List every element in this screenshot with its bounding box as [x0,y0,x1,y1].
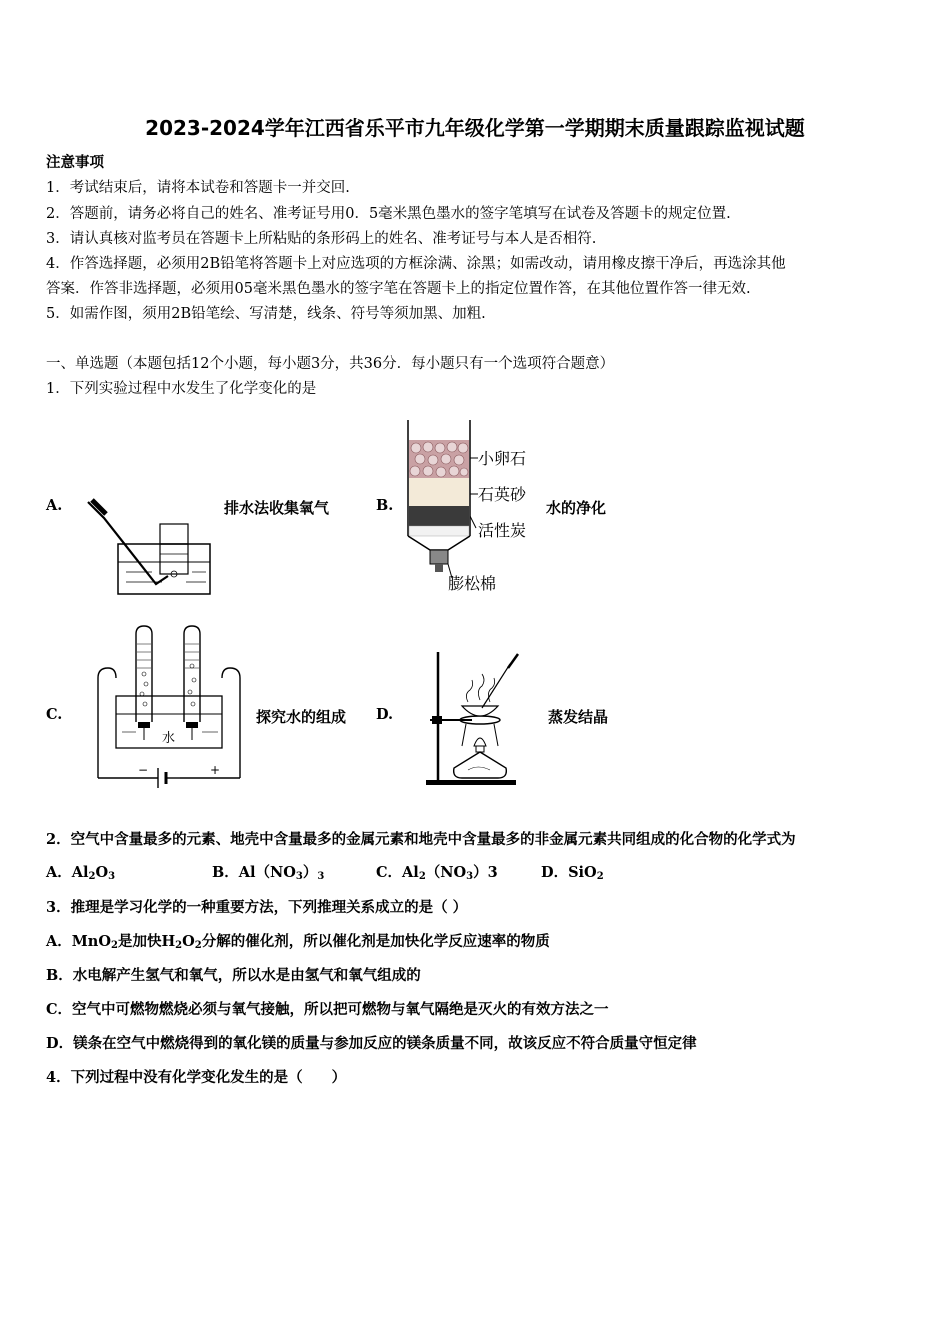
q2-option-c: C．$Al_2(NO_3)3$ [376,864,498,882]
q3-option-b: B．水电解产生氢气和氧气，所以水是由氢气和氧气组成的 [46,967,421,984]
filter-label-cotton: 膨松棉 [448,574,497,593]
option-caption: 蒸发结晶 [548,708,609,726]
notice-item: 4．作答选择题，必须用2B铅笔将答题卡上对应选项的方框涂满、涂黑；如需改动，请用橡皮擦干净后，再选涂其他 [46,256,786,272]
water-filter-figure [402,418,542,593]
filter-label-sand: 石英砂 [478,485,527,504]
evaporation-figure [424,646,526,788]
question-2-stem: 2．空气中含量最多的元素、地壳中含量最多的金属元素和地壳中含量最多的非金属元素共同组成的化合物的化学式为 [46,831,796,848]
filter-label-pebbles: 小卵石 [478,449,527,468]
notice-item: 2．答题前，请务必将自己的姓名、准考证号用0．5毫米黑色墨水的签字笔填写在试卷及答题卡的规定位置. [46,206,731,222]
question-3-stem: 3．推理是学习化学的一种重要方法，下列推理关系成立的是（ ） [46,899,468,916]
section-heading: 一、单选题（本题包括12个小题，每小题3分，共36分．每小题只有一个选项符合题意） [46,356,615,372]
option-caption: 水的净化 [546,499,607,517]
question-1-stem: 1．下列实验过程中水发生了化学变化的是 [46,381,317,397]
water-collection-figure [82,488,214,600]
option-caption: 排水法收集氧气 [224,499,330,517]
electrolysis-figure [92,622,246,800]
q2-option-a: A．$Al_2O_3$ [46,864,116,882]
notice-item: 1．考试结束后，请将本试卷和答题卡一并交回. [46,180,350,196]
option-label: D. [376,706,394,723]
option-caption: 探究水的组成 [256,708,347,726]
q2-option-b: B．$Al(NO_3)_3$ [212,864,325,882]
option-label: A. [46,497,63,514]
option-label: B. [376,497,394,514]
notice-item: 答案．作答非选择题，必须用05毫米黑色墨水的签字笔在答题卡上的指定位置作答，在其他位置作答一律无效. [46,281,751,297]
question-4-stem: 4．下列过程中没有化学变化发生的是（ ） [46,1069,347,1086]
filter-label-carbon: 活性炭 [478,521,527,540]
negative-terminal-label: − [138,763,149,777]
notice-item: 5．如需作图，须用2B铅笔绘、写清楚，线条、符号等须加黑、加粗. [46,306,486,322]
q3-option-d: D．镁条在空气中燃烧得到的氧化镁的质量与参加反应的镁条质量不同，故该反应不符合质量守恒定律 [46,1035,697,1052]
water-label: 水 [162,731,176,746]
option-label: C. [46,706,63,723]
notice-heading: 注意事项 [46,154,104,171]
positive-terminal-label: + [210,763,221,777]
notice-item: 3．请认真核对监考员在答题卡上所粘贴的条形码上的姓名、准考证号与本人是否相符. [46,231,597,247]
q3-option-c: C．空气中可燃物燃烧必须与氧气接触，所以把可燃物与氧气隔绝是灭火的有效方法之一 [46,1001,609,1018]
q3-option-a: A．MnO$_2$是加快$H_2O_2$分解的催化剂，所以催化剂是加快化学反应速率的物质 [46,933,550,951]
page-title: 2023-2024学年江西省乐平市九年级化学第一学期期末质量跟踪监视试题 [145,116,805,140]
q2-option-d: D．SiO$_2$ [541,864,604,882]
